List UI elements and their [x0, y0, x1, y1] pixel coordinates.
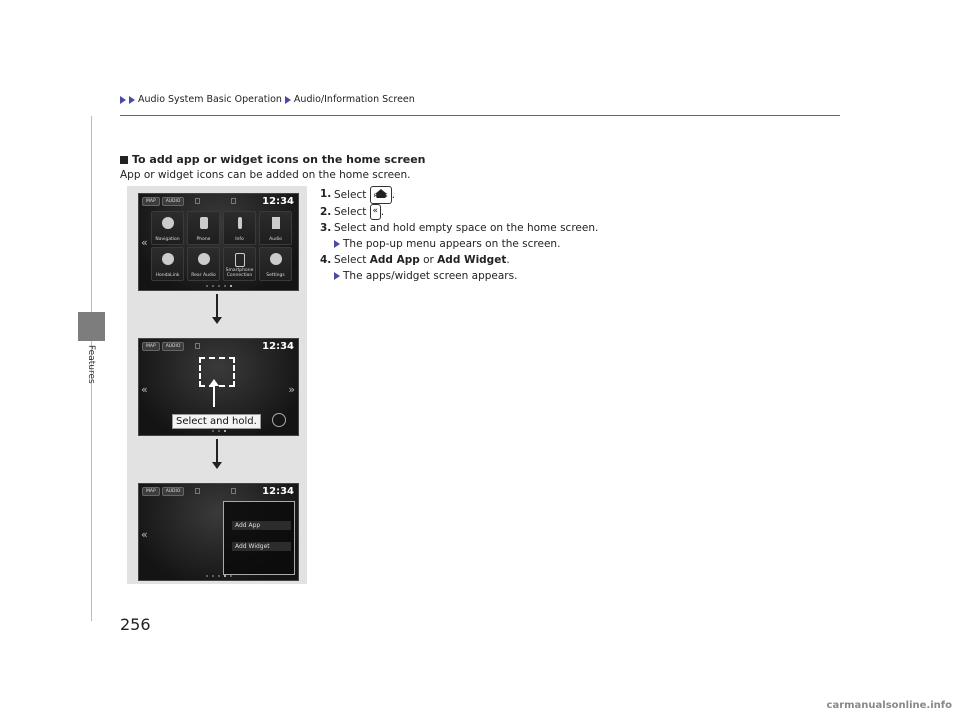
tile-audio[interactable]: Audio [259, 211, 292, 245]
clock: 12:34 [262, 486, 294, 497]
step-list [320, 186, 650, 284]
header-rule [120, 115, 840, 116]
home-button-icon: HOME [370, 186, 392, 204]
side-divider [91, 116, 92, 312]
popup-menu [223, 501, 295, 575]
add-app-menu-item[interactable]: Add App [232, 521, 291, 530]
breadcrumb-part-2[interactable]: Audio/Information Screen [293, 94, 415, 105]
flow-arrow-icon [216, 439, 218, 463]
step-4: 4. Select Add App or Add Widget. [320, 254, 510, 266]
step-2: 2. Select « . [320, 206, 385, 218]
step-3-result: The pop-up menu appears on the screen. [320, 236, 650, 252]
watermark: carmanualsonline.info [826, 700, 952, 711]
select-and-hold-callout: Select and hold. [172, 414, 261, 429]
status-icon [195, 198, 200, 204]
tile-settings[interactable]: Settings [259, 247, 292, 281]
app-grid-button-icon[interactable] [272, 413, 286, 427]
breadcrumb-arrow-icon [129, 96, 135, 104]
chapter-tab [78, 312, 105, 341]
scroll-left-icon[interactable]: « [141, 236, 148, 249]
music-note-icon [272, 217, 280, 229]
phone-icon [200, 217, 208, 229]
tile-phone[interactable]: Phone [187, 211, 220, 245]
hondalink-icon [162, 253, 174, 265]
page-dots [139, 430, 298, 432]
breadcrumb-arrow-icon [120, 96, 126, 104]
step-1: 1. Select HOME . [320, 186, 650, 204]
navigation-icon [162, 217, 174, 229]
tile-info[interactable]: Info [223, 211, 256, 245]
map-button[interactable]: MAP [142, 197, 160, 206]
status-icon [195, 343, 200, 349]
scroll-left-icon[interactable]: « [141, 383, 148, 396]
section-intro: App or widget icons can be added on the home screen. [120, 169, 411, 181]
add-widget-menu-item[interactable]: Add Widget [232, 542, 291, 551]
map-button[interactable]: MAP [142, 487, 160, 496]
breadcrumb [120, 94, 415, 105]
breadcrumb-part-1[interactable]: Audio System Basic Operation [138, 94, 282, 105]
scroll-left-icon[interactable]: « [141, 528, 148, 541]
chapter-label: Features [86, 345, 96, 384]
status-icon [195, 488, 200, 494]
audio-button[interactable]: AUDIO [162, 342, 185, 351]
page-dots [139, 575, 298, 577]
result-arrow-icon [334, 272, 340, 280]
info-icon [238, 217, 242, 229]
audio-button[interactable]: AUDIO [162, 487, 185, 496]
home-screen [138, 193, 299, 291]
status-icon [231, 488, 236, 494]
page-number: 256 [120, 615, 151, 634]
tile-rear-audio[interactable]: Rear Audio [187, 247, 220, 281]
breadcrumb-arrow-icon [285, 96, 291, 104]
flow-arrow-icon [216, 294, 218, 318]
tile-smartphone[interactable]: Smartphone Connection [223, 247, 256, 281]
clock: 12:34 [262, 196, 294, 207]
square-bullet-icon [120, 156, 128, 164]
headphones-icon [198, 253, 210, 265]
map-button[interactable]: MAP [142, 342, 160, 351]
smartphone-icon [235, 253, 245, 267]
clock: 12:34 [262, 341, 294, 352]
gear-icon [270, 253, 282, 265]
page-dots [139, 285, 298, 287]
double-chevron-left-icon: « [370, 204, 381, 220]
step-3: 3. Select and hold empty space on the home screen. [320, 222, 599, 234]
up-arrow-icon [213, 385, 215, 407]
section-heading: To add app or widget icons on the home screen [120, 153, 426, 166]
result-arrow-icon [334, 240, 340, 248]
audio-button[interactable]: AUDIO [162, 197, 185, 206]
status-icon [231, 198, 236, 204]
step-4-result: The apps/widget screen appears. [320, 268, 650, 284]
scroll-right-icon[interactable]: » [288, 383, 295, 396]
tile-hondalink[interactable]: HondaLink [151, 247, 184, 281]
tile-navigation[interactable]: Navigation [151, 211, 184, 245]
empty-home-screen [138, 338, 299, 436]
popup-menu-screen [138, 483, 299, 581]
app-grid [151, 211, 293, 281]
